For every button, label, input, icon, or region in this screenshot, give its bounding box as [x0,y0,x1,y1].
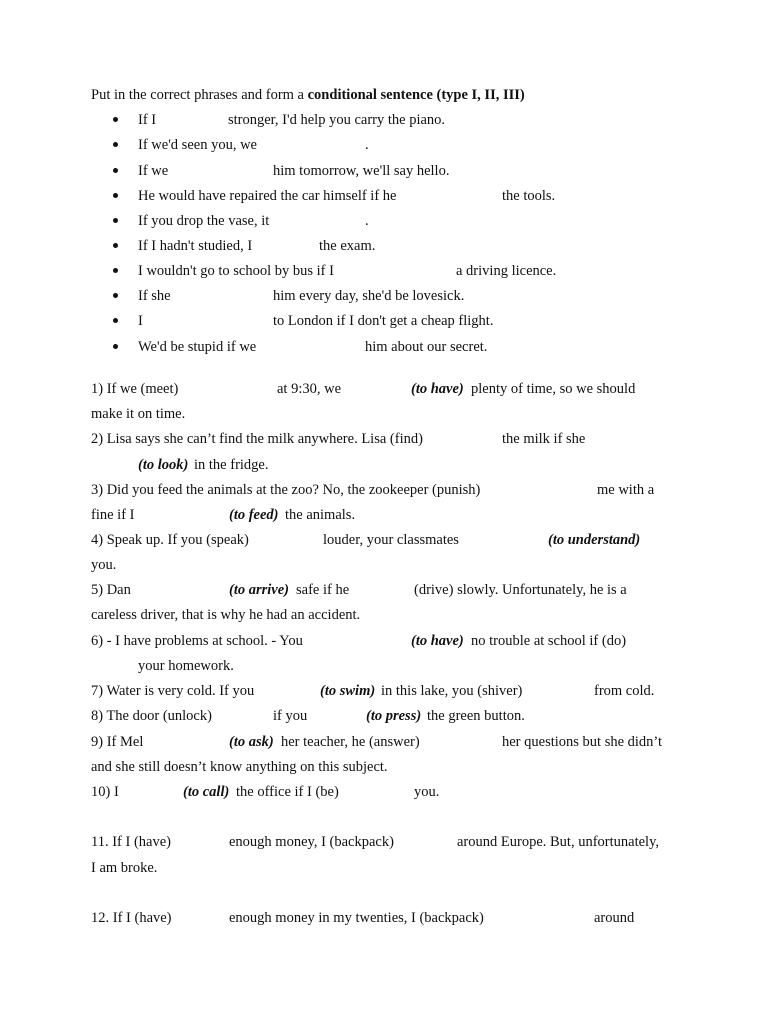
exercise-text: the animals. [285,507,356,523]
exercise-text: you. [414,784,440,800]
exercise-text: the milk if she [502,431,586,447]
bullet-icon [112,162,120,170]
exercise-text: safe if he [296,582,350,598]
bullet-text-end: a driving licence. [456,263,557,279]
exercise-text: around Europe. But, unfortunately, [457,834,660,850]
verb-hint: (to ask) [229,734,274,750]
exercise-text: at 9:30, we [277,381,342,397]
exercise-text: 8) The door (unlock) [91,708,212,724]
verb-hint: (to call) [183,784,230,800]
exercise-text: 9) If Mel [91,734,144,750]
exercise-continuation: you. [91,557,117,573]
exercise-text: 7) Water is very cold. If you [91,683,255,699]
exercise-text: her questions but she didn’t [502,734,663,750]
bullet-text-start: If she [138,288,171,304]
instruction-text: Put in the correct phrases and form a [91,87,308,103]
exercise-text: 11. If I (have) [91,834,171,850]
bullet-text-end: him every day, she'd be lovesick. [273,288,465,304]
verb-hint: (to feed) [229,507,279,523]
exercise-text: fine if I [91,507,135,523]
exercise-text: 2) Lisa says she can’t find the milk anywhere. Lisa (find) [91,431,423,447]
bullet-icon [112,312,120,320]
exercise-continuation: make it on time. [91,406,186,422]
bullet-icon [112,111,120,119]
verb-hint: (to press) [366,708,422,724]
instruction [91,86,525,104]
exercise-text: 5) Dan [91,582,131,598]
exercise-text: the green button. [427,708,525,724]
bullet-icon [112,237,120,245]
bullet-text-start: If we [138,163,169,179]
bullet-icon [112,262,120,270]
bullet-text-end: stronger, I'd help you carry the piano. [228,112,446,128]
exercise-text: 12. If I (have) [91,910,172,926]
exercise-text: the office if I (be) [236,784,339,800]
exercise-continuation: careless driver, that is why he had an accident. [91,607,361,623]
bullet-text-end: the tools. [502,188,556,204]
exercise-text: 4) Speak up. If you (speak) [91,532,249,548]
exercise-text: (drive) slowly. Unfortunately, he is a [414,582,627,598]
exercise-text: from cold. [594,683,655,699]
exercise-text: in this lake, you (shiver) [381,683,523,699]
verb-hint: (to have) [411,381,464,397]
bullet-text-end: the exam. [319,238,376,254]
bullet-text-start: If we'd seen you, we [138,137,257,153]
exercise-text: 10) I [91,784,119,800]
bullet-text-start: I wouldn't go to school by bus if I [138,263,334,279]
bullet-icon [112,212,120,220]
exercise-continuation: your homework. [138,658,234,674]
instruction-bold: conditional sentence (type I, II, III) [307,87,525,103]
bullet-text-start: We'd be stupid if we [138,339,257,355]
bullet-text-end: to London if I don't get a cheap flight. [273,313,494,329]
exercise-text: 3) Did you feed the animals at the zoo? No, the zookeeper (punish) [91,482,481,498]
bullet-icon [112,187,120,195]
verb-hint: (to arrive) [229,582,289,598]
exercise-text: her teacher, he (answer) [281,734,420,750]
verb-hint: (to swim) [320,683,376,699]
exercise-continuation: I am broke. [91,860,158,876]
exercise-text: 6) - I have problems at school. - You [91,633,303,649]
exercise-text: enough money, I (backpack) [229,834,394,850]
verb-hint: (to understand) [548,532,641,548]
exercise-text: around [594,910,635,926]
bullet-text-start: If I hadn't studied, I [138,238,253,254]
exercise-text: enough money in my twenties, I (backpack) [229,910,484,926]
exercise-text: in the fridge. [194,457,269,473]
bullet-text-end: . [365,213,369,229]
bullet-icon [112,136,120,144]
bullet-text-start: If you drop the vase, it [138,213,270,229]
exercise-text: 1) If we (meet) [91,381,179,397]
exercise-text: no trouble at school if (do) [471,633,627,649]
exercise-text: louder, your classmates [323,532,459,548]
exercise-continuation: and she still doesn’t know anything on this subject. [91,759,388,775]
bullet-icon [112,287,120,295]
bullet-text-end: him about our secret. [365,339,488,355]
bullet-text-start: If I [138,112,157,128]
exercise-text: plenty of time, so we should [471,381,636,397]
bullet-text-end: . [365,137,369,153]
exercise-text: if you [273,708,308,724]
bullet-text-start: He would have repaired the car himself if he [138,188,397,204]
bullet-text-end: him tomorrow, we'll say hello. [273,163,450,179]
exercise-text: me with a [597,482,655,498]
bullet-icon [112,338,120,346]
verb-hint: (to have) [411,633,464,649]
verb-hint: (to look) [138,457,189,473]
bullet-text-start: I [138,313,143,329]
